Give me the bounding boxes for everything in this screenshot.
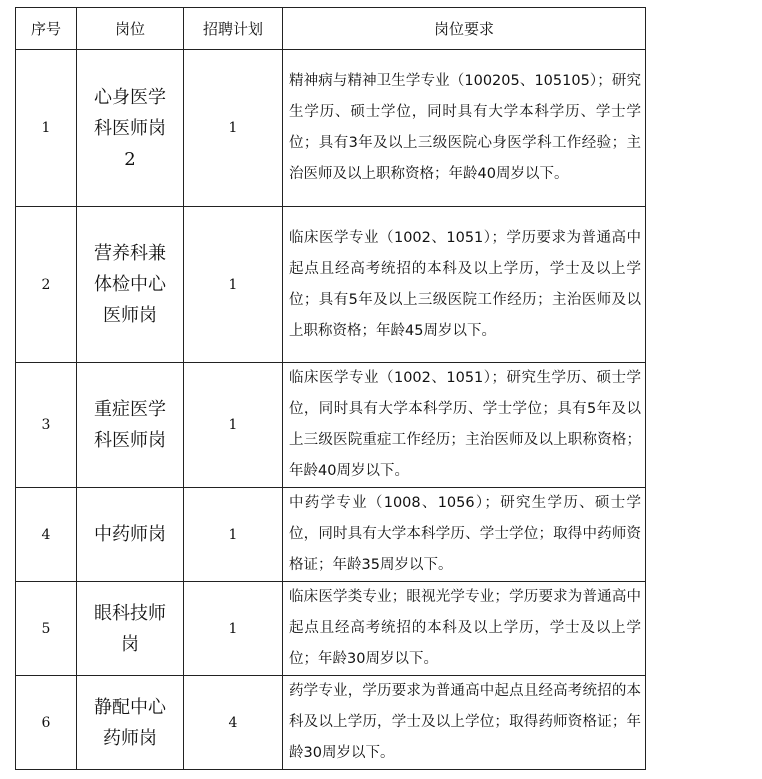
header-requirements: 岗位要求 <box>283 8 646 50</box>
row-requirements: 临床医学专业（1002、1051）；学历要求为普通高中起点且经高考统招的本科及以上学历，学士及以上学位；具有5年及以上三级医院工作经历；主治医师及以上职称资格；年龄45周岁以下。 <box>283 207 646 363</box>
table-row <box>16 363 646 488</box>
row-requirements: 临床医学专业（1002、1051）；研究生学历、硕士学位，同时具有大学本科学历、学士学位；具有5年及以上三级医院重症工作经历；主治医师及以上职称资格；年龄40周岁以下。 <box>283 363 646 488</box>
row-position: 重症医学科医师岗 <box>77 363 184 488</box>
row-seq: 5 <box>16 582 77 676</box>
header-plan: 招聘计划 <box>184 8 283 50</box>
row-position: 心身医学科医师岗2 <box>77 50 184 207</box>
row-position: 眼科技师岗 <box>77 582 184 676</box>
row-plan: 1 <box>184 582 283 676</box>
row-position: 静配中心药师岗 <box>77 676 184 770</box>
header-position: 岗位 <box>77 8 184 50</box>
row-position: 营养科兼体检中心医师岗 <box>77 207 184 363</box>
table-row <box>16 488 646 582</box>
row-position: 中药师岗 <box>77 488 184 582</box>
row-seq: 2 <box>16 207 77 363</box>
row-plan: 1 <box>184 363 283 488</box>
row-plan: 4 <box>184 676 283 770</box>
row-requirements: 药学专业，学历要求为普通高中起点且经高考统招的本科及以上学历，学士及以上学位；取得药师资格证；年龄30周岁以下。 <box>283 676 646 770</box>
row-plan: 1 <box>184 50 283 207</box>
row-requirements: 中药学专业（1008、1056）；研究生学历、硕士学位，同时具有大学本科学历、学士学位；取得中药师资格证；年龄35周岁以下。 <box>283 488 646 582</box>
header-row <box>16 8 646 50</box>
row-seq: 4 <box>16 488 77 582</box>
row-plan: 1 <box>184 207 283 363</box>
row-seq: 1 <box>16 50 77 207</box>
header-seq: 序号 <box>16 8 77 50</box>
row-requirements: 临床医学类专业；眼视光学专业；学历要求为普通高中起点且经高考统招的本科及以上学历，学士及以上学位；年龄30周岁以下。 <box>283 582 646 676</box>
table-row <box>16 207 646 363</box>
row-seq: 6 <box>16 676 77 770</box>
table-row <box>16 50 646 207</box>
recruitment-table <box>15 7 646 770</box>
table-row <box>16 582 646 676</box>
row-seq: 3 <box>16 363 77 488</box>
row-requirements: 精神病与精神卫生学专业（100205、105105）；研究生学历、硕士学位，同时具有大学本科学历、学士学位；具有3年及以上三级医院心身医学科工作经验；主治医师及以上职称资格；年龄40周岁以下。 <box>283 50 646 207</box>
row-plan: 1 <box>184 488 283 582</box>
table-row <box>16 676 646 770</box>
